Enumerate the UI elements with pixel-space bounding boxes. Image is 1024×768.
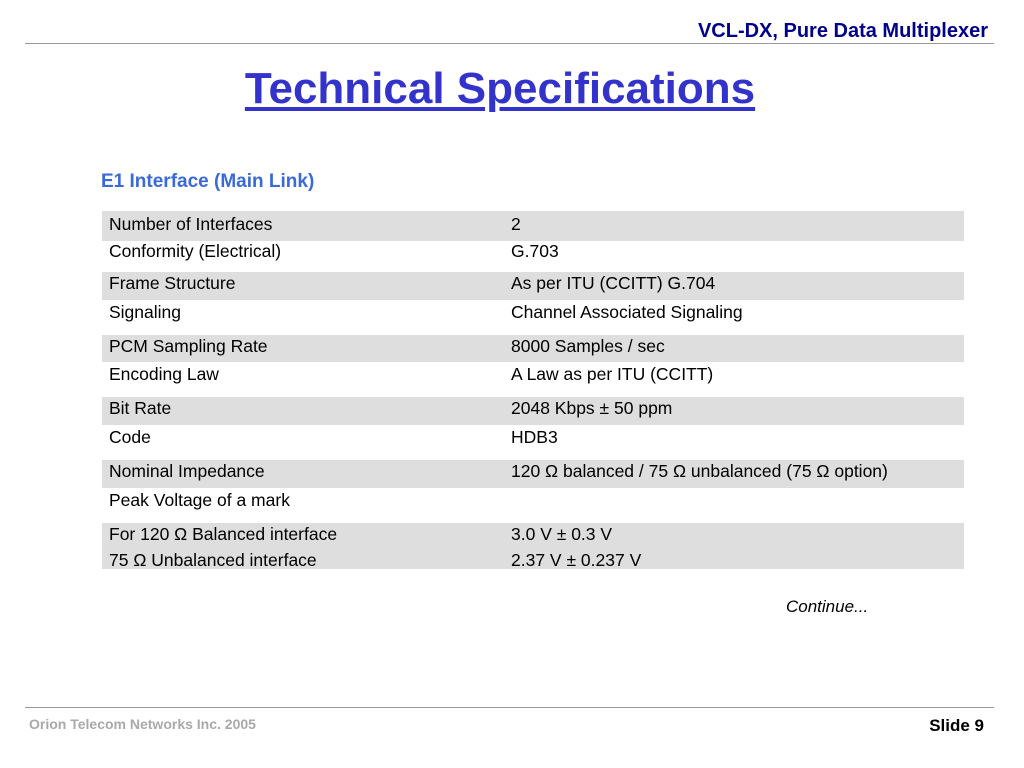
spec-row: [102, 524, 964, 550]
spec-label: Encoding Law: [109, 364, 219, 384]
spec-label: PCM Sampling Rate: [109, 336, 268, 356]
slide-number: Slide 9: [929, 716, 984, 735]
spec-row: [102, 362, 964, 397]
spec-row: [102, 335, 964, 362]
spec-row: [102, 425, 964, 460]
spec-value: 8000 Samples / sec: [511, 336, 665, 356]
spec-value: 2048 Kbps ± 50 ppm: [511, 398, 673, 418]
spec-label: Nominal Impedance: [109, 461, 265, 481]
footer-company: Orion Telecom Networks Inc. 2005: [29, 716, 256, 732]
header-title: VCL-DX, Pure Data Multiplexer: [697, 20, 988, 42]
spec-label: Signaling: [109, 302, 181, 322]
spec-label: Conformity (Electrical): [109, 241, 282, 261]
spec-value: HDB3: [511, 427, 558, 447]
spec-label: Peak Voltage of a mark: [109, 490, 290, 510]
spec-row: [102, 550, 964, 569]
spec-value: 2: [511, 214, 521, 234]
spec-row: [102, 460, 964, 488]
spec-value: As per ITU (CCITT) G.704: [511, 273, 716, 293]
header-divider: [25, 43, 994, 44]
spec-row: [102, 397, 964, 425]
spec-row: [102, 488, 964, 523]
spec-row: [102, 241, 964, 272]
spec-label: Bit Rate: [109, 398, 172, 418]
spec-label: Frame Structure: [109, 273, 236, 293]
page-title: Technical Specifications: [244, 64, 756, 113]
spec-value: 2.37 V ± 0.237 V: [511, 550, 642, 570]
spec-value: G.703: [511, 241, 559, 261]
spec-row-group: [102, 523, 964, 569]
spec-value: Channel Associated Signaling: [511, 302, 743, 322]
spec-row: [102, 211, 964, 241]
spec-table: [102, 211, 964, 569]
spec-value: 120 Ω balanced / 75 Ω unbalanced (75 Ω option): [511, 461, 888, 481]
spec-row: [102, 300, 964, 335]
spec-value: 3.0 V ± 0.3 V: [511, 524, 613, 544]
spec-label: Code: [109, 427, 151, 447]
spec-label: For 120 Ω Balanced interface: [109, 524, 338, 544]
footer-divider: [25, 707, 994, 708]
continue-note: Continue...: [786, 597, 869, 616]
spec-row: [102, 272, 964, 300]
spec-label: 75 Ω Unbalanced interface: [109, 550, 317, 570]
spec-label: Number of Interfaces: [109, 214, 273, 234]
section-title: E1 Interface (Main Link): [101, 171, 315, 192]
spec-value: A Law as per ITU (CCITT): [511, 364, 714, 384]
